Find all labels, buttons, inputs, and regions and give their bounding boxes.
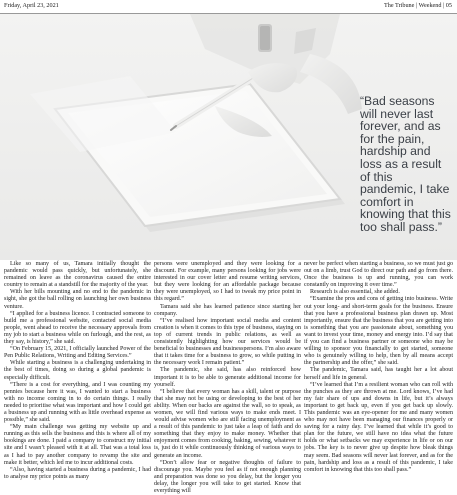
article-column-3 bbox=[304, 261, 453, 478]
paragraph: While starting a business is a challenging undertaking in the best of times, doing so during a global pandemic is especially difficult. bbox=[4, 360, 151, 381]
paragraph: persons were unemployed and they were looking for a discount. For example, many persons looking for jobs were interested in our cover letter and resume writing services, but they were looking for an affordable package because they were unemployed, so I had to tweak my price point in this regard.” bbox=[154, 261, 301, 303]
paragraph: “I believe that every woman has a skill, talent or purpose that she may not be using or developing to the best of her ability. When our backs are against the wall, so to speak, as women, we will find various ways to make ends meet. I would advise women who are still facing unemployment as a result of this pandemic to just take a leap of faith and do something that they enjoy to make money. Whether that enjoyment comes from cooking, baking, sewing, whatever it is, just do it while continuously thinking of various ways to generate an income. bbox=[154, 388, 301, 459]
page-header bbox=[0, 0, 457, 14]
paragraph: “I’ve learned that I’m a resilient woman who can roll with the punches as they are thrown at me. Lord knows, I’ve had my fair share of ups and downs in life, but it’s always important to get back up, even if you get back up slowly. This pandemic was an eye-opener for me and many women who may not have been managing our finances properly or saving for a rainy day. I’ve learned that while it’s good to plan for the future, we still have no idea what the future holds or what setbacks we may experience in life or on our jobs. The key is to never give up despite how bleak things may seem. Bad seasons will never last forever, and as for the pain, hardship and loss as a result of this pandemic, I take comfort in knowing that this too shall pass.” bbox=[304, 381, 453, 473]
paragraph: Like so many of us, Tamara initially thought the pandemic would pass quickly, but unfortunately, she remained on leave as the coronavirus caused the entire country to remain at a standstill for the majority of the year. bbox=[4, 261, 151, 289]
paragraph: “I applied for a business licence. I contracted someone to build me a professional website, contacted social media people, went ahead to receive the necessary approvals from my job to start a business while on furlough, and the rest, as they say, is history,” she said. bbox=[4, 310, 151, 346]
issue-date: Friday, April 23, 2021 bbox=[4, 2, 59, 9]
paragraph: “Examine the pros and cons of getting into business. Write out your long- and short-term goals for the business. Ensure that you have a professional business plan drawn up. Most importantly, ensure that the business that you are getting into is something that you are passionate about, something you want to invest your time, money and energy into. I’d say that if you can find a business partner or someone who may be willing to sponsor you financially to get started, someone who is genuinely willing to help, then by all means accept the partnership and the offer,” she said. bbox=[304, 296, 453, 367]
paragraph: never be perfect when starting a business, so we must just go out on a limb, trust God to direct our path and go from there. Once the business is up and running, you can work constantly on improving it over time.” bbox=[304, 261, 453, 289]
paragraph: “On February 15, 2021, I officially launched Power of the Pen Public Relations, Writing and Editing Services.” bbox=[4, 346, 151, 360]
paragraph: The pandemic, Tamara said, has taught her a lot about herself and life in general. bbox=[304, 367, 453, 381]
section-label: The Tribune | Weekend | 05 bbox=[383, 2, 452, 9]
pull-quote: “Bad seasons will never last forever, and as for the pain, hardship and loss as a result of this pandemic, I take comfort in knowing that this too shall pass.” bbox=[360, 94, 451, 234]
paragraph: Tamara said she has learned patience since starting her company. bbox=[154, 303, 301, 317]
article-body bbox=[4, 261, 453, 494]
paragraph: Research is also essential, she added. bbox=[310, 289, 400, 296]
paragraph: The pandemic, she said, has also reinforced how important it is to be able to generate additional income for yourself. bbox=[154, 367, 301, 388]
paragraph: With her bills mounting and no end to the pandemic in sight, she got the ball rolling on launching her own business venture. bbox=[4, 289, 151, 310]
paragraph: “Also, having started a business during a pandemic, I had to analyse my price points as many bbox=[4, 466, 151, 480]
paragraph: “I’ve realised how important social media and content creation is when it comes to this type of business, staying on top of current trends in public relations, as well as consistently highlighting how our services would be beneficial to businesses and businesspersons. I’m also aware that it takes time for a business to grow, so while putting in the necessary work I remain patient.” bbox=[154, 317, 301, 367]
paragraph: “There is a cost for everything, and I was counting my pennies because here it was, I wanted to start a business with no income coming in to do certain things. I really needed to prioritise what was important and how I could get a business up and running with as little overhead expense as possible,” she said. bbox=[4, 381, 151, 424]
paragraph: “My main challenge was getting my website up and running as this sells the business and this is where all of my bookings are done. I paid a company to construct my initial site and I wasn’t pleased with it at all. That was a total loss as I had to pay another company to revamp the site and make it better, which led me to incur additional costs. bbox=[4, 424, 151, 466]
article-column-2 bbox=[154, 261, 301, 494]
article-column-1 bbox=[4, 261, 151, 478]
paragraph: “Don’t allow fear or negative thoughts of failure to discourage you. Maybe you feel as if not enough planning and preparation was done so you delay, but the longer you delay, the longer you will take to get started. Know that everything will bbox=[154, 459, 301, 494]
